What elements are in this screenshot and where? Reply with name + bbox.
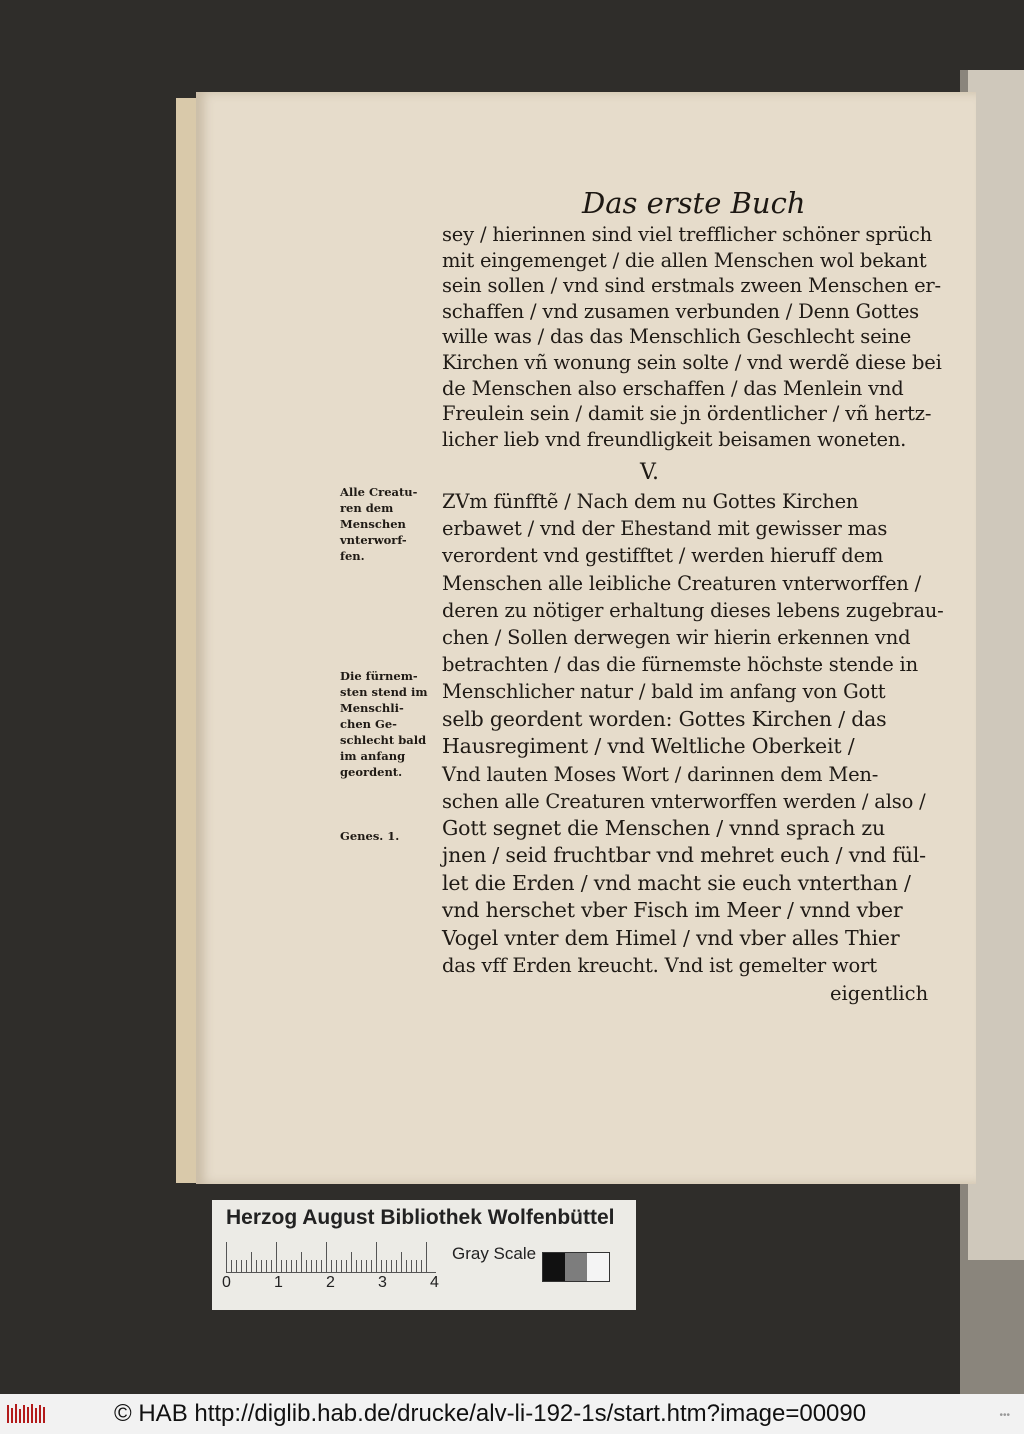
text-line: Vogel vnter dem Himel / vnd vber alles Thier — [442, 925, 900, 950]
ruler-tick — [416, 1260, 417, 1272]
text-line: de Menschen also erschaffen / das Menlein vnd — [442, 376, 904, 400]
ruler-number: 0 — [222, 1274, 231, 1291]
running-head: Das erste Buch — [582, 186, 806, 220]
gray-scale-label: Gray Scale — [452, 1244, 537, 1263]
ruler-number: 2 — [326, 1274, 335, 1291]
text-line: Vnd lauten Moses Wort / darinnen dem Men- — [442, 762, 879, 786]
ruler-tick — [321, 1260, 322, 1272]
text-line: jnen / seid fruchtbar vnd mehret euch / vnd fül- — [442, 843, 926, 868]
hab-logo-icon — [6, 1402, 48, 1426]
ruler-tick — [406, 1260, 407, 1272]
margin-note-line: Die fürnem- — [340, 669, 418, 683]
margin-note-line: Genes. 1. — [340, 829, 400, 843]
ruler-tick — [301, 1252, 302, 1272]
text-line: Menschlicher natur / bald im anfang von Gott — [442, 680, 886, 704]
gray-swatch — [587, 1253, 609, 1281]
ruler-tick — [341, 1260, 342, 1272]
margin-note-line: Menschen — [340, 517, 406, 531]
ruler-tick — [331, 1260, 332, 1272]
text-block-top — [442, 222, 942, 452]
text-line: Freulein sein / damit sie jn ördentlicher / vñ hertz- — [442, 402, 932, 426]
margin-note-line: geordent. — [340, 765, 403, 779]
ruler-tick — [261, 1260, 262, 1272]
text-line: Hausregiment / vnd Weltliche Oberkeit / — [442, 734, 855, 758]
ruler-tick — [411, 1260, 412, 1272]
margin-note-line: chen Ge- — [340, 717, 397, 731]
ruler-tick — [356, 1260, 357, 1272]
ruler-tick — [296, 1260, 297, 1272]
ruler-tick — [271, 1260, 272, 1272]
text-line: let die Erden / vnd macht sie euch vnterthan / — [442, 870, 911, 895]
ruler-tick — [361, 1260, 362, 1272]
ruler-tick — [426, 1242, 427, 1272]
ruler-tick — [236, 1260, 237, 1272]
footer-bar — [0, 1394, 1024, 1434]
text-line: licher lieb vnd freundligkeit beisamen woneten. — [442, 427, 907, 451]
text-line: das vff Erden kreucht. Vnd ist gemelter wort — [442, 954, 877, 978]
ruler — [226, 1238, 436, 1273]
text-line: sein sollen / vnd sind erstmals zween Menschen er- — [442, 274, 941, 298]
text-line: deren zu nötiger erhaltung dieses lebens zugebrau- — [442, 598, 944, 622]
ruler-tick — [246, 1260, 247, 1272]
ruler-tick — [381, 1260, 382, 1272]
ruler-tick — [286, 1260, 287, 1272]
footer-dots: ••• — [999, 1410, 1010, 1421]
margin-note-line: Menschli- — [340, 701, 404, 715]
ruler-number: 3 — [378, 1274, 387, 1291]
text-line: Gott segnet die Menschen / vnnd sprach zu — [442, 815, 886, 840]
ruler-tick — [316, 1260, 317, 1272]
ruler-tick — [226, 1242, 227, 1272]
text-line: schen alle Creaturen vnterworffen werden / also / — [442, 789, 926, 813]
margin-note-line: fen. — [340, 549, 365, 563]
margin-note-creatures — [340, 484, 440, 564]
margin-note-line: Alle Creatu- — [340, 485, 418, 499]
text-line: ZVm fünfftẽ / Nach dem nu Gottes Kirchen — [442, 490, 859, 513]
text-block-main — [442, 488, 944, 980]
gray-swatch — [565, 1253, 587, 1281]
ruler-tick — [326, 1242, 327, 1272]
text-line: sey / hierinnen sind viel trefflicher schöner sprüch — [442, 223, 932, 246]
margin-note-line: schlecht bald — [340, 733, 427, 747]
ruler-tick — [366, 1260, 367, 1272]
ruler-tick — [391, 1260, 392, 1272]
text-line: erbawet / vnd der Ehestand mit gewisser mas — [442, 517, 888, 541]
margin-note-line: im anfang — [340, 749, 406, 763]
ruler-tick — [401, 1252, 402, 1272]
ruler-tick — [241, 1260, 242, 1272]
ruler-number: 1 — [274, 1274, 283, 1291]
gray-swatch — [543, 1253, 565, 1281]
ruler-tick — [371, 1260, 372, 1272]
text-line: betrachten / das die fürnemste höchste stende in — [442, 653, 918, 677]
text-line: chen / Sollen derwegen wir hierin erkennen vnd — [442, 625, 911, 649]
text-line: schaffen / vnd zusamen verbunden / Denn Gottes — [442, 299, 919, 323]
text-line: Kirchen vñ wonung sein solte / vnd werdẽ diese bei — [442, 350, 942, 374]
ruler-tick — [336, 1260, 337, 1272]
scale-card-title: Herzog August Bibliothek Wolfenbüttel — [226, 1206, 615, 1229]
ruler-tick — [346, 1260, 347, 1272]
section-number: V. — [640, 460, 660, 485]
margin-note-line: vnterworf- — [340, 533, 407, 547]
ruler-number: 4 — [430, 1274, 439, 1291]
text-line: vnd herschet vber Fisch im Meer / vnnd vber — [442, 898, 903, 923]
ruler-tick — [421, 1260, 422, 1272]
footer-credit[interactable]: © HAB http://diglib.hab.de/drucke/alv-li-192-1s/start.htm?image=00090 — [114, 1400, 867, 1427]
ruler-tick — [396, 1260, 397, 1272]
margin-note-line: ren dem — [340, 501, 394, 515]
text-line: Menschen alle leibliche Creaturen vnterworffen / — [442, 571, 922, 595]
ruler-tick — [351, 1252, 352, 1272]
ruler-tick — [251, 1252, 252, 1272]
ruler-tick — [276, 1242, 277, 1272]
ruler-tick — [266, 1260, 267, 1272]
ruler-tick — [386, 1260, 387, 1272]
text-line: mit eingemenget / die allen Menschen wol bekant — [442, 248, 927, 272]
text-line: wille was / das das Menschlich Geschlecht seine — [442, 325, 912, 349]
margin-note-estates — [340, 668, 440, 780]
catchword: eigentlich — [830, 982, 929, 1005]
gray-scale-swatches — [542, 1252, 610, 1282]
ruler-tick — [306, 1260, 307, 1272]
ruler-tick — [311, 1260, 312, 1272]
margin-note-line: sten stend im — [340, 685, 428, 699]
color-scale-card — [212, 1200, 636, 1310]
text-line: verordent vnd gestifftet / werden hieruff dem — [442, 544, 884, 568]
ruler-tick — [291, 1260, 292, 1272]
ruler-tick — [281, 1260, 282, 1272]
margin-note-genesis — [340, 828, 440, 844]
ruler-tick — [256, 1260, 257, 1272]
ruler-tick — [376, 1242, 377, 1272]
ruler-tick — [231, 1260, 232, 1272]
text-line: selb geordent worden: Gottes Kirchen / das — [442, 706, 887, 731]
